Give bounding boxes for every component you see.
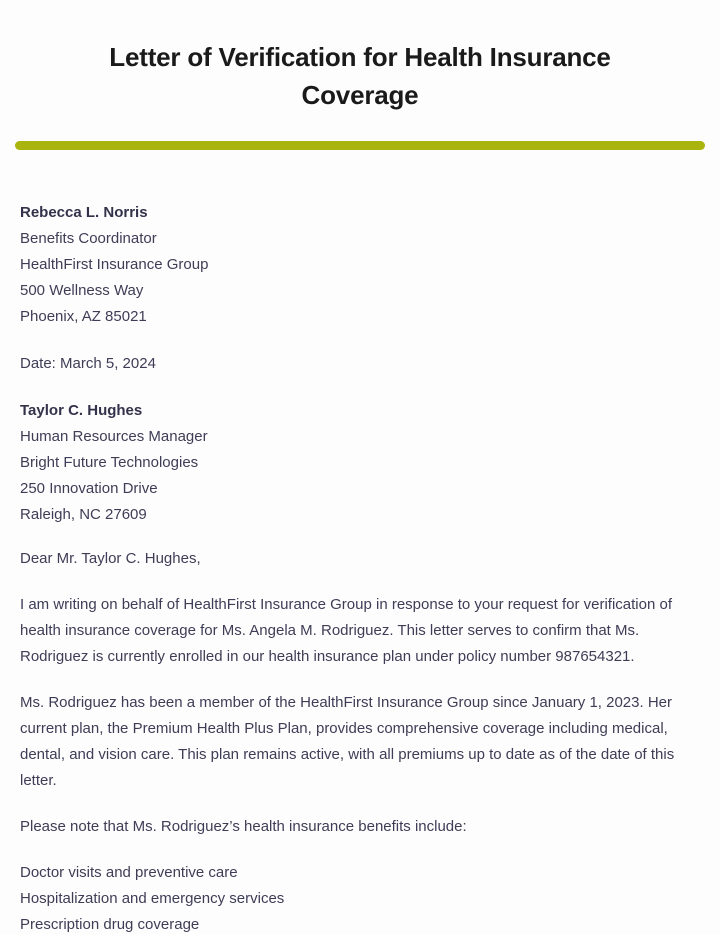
sender-address-line2: Phoenix, AZ 85021 (20, 308, 147, 325)
body-paragraph-1: I am writing on behalf of HealthFirst Insurance Group in response to your request for verification of health insurance coverage for Ms. Angela M. Rodriguez. This letter serves to confirm that Ms. Rodriguez is currently enrolled in our health insurance plan under policy number 987654321. (20, 596, 672, 665)
salutation: Dear Mr. Taylor C. Hughes, (20, 550, 201, 567)
recipient-company: Bright Future Technologies (20, 454, 199, 471)
sender-block (20, 200, 700, 330)
recipient-block (20, 398, 700, 528)
recipient-address-line2: Raleigh, NC 27609 (20, 506, 147, 523)
letter-body (0, 200, 720, 934)
page-title: Letter of Verification for Health Insurance Coverage (109, 42, 611, 110)
body-paragraph-3: Please note that Ms. Rodriguez’s health insurance benefits include: (20, 818, 467, 835)
sender-name: Rebecca L. Norris (20, 204, 148, 221)
sender-address-line1: 500 Wellness Way (20, 282, 144, 299)
sender-job-title: Benefits Coordinator (20, 230, 157, 247)
date-line: Date: March 5, 2024 (20, 355, 156, 372)
benefit-item: Doctor visits and preventive care (20, 864, 238, 881)
benefit-item: Hospitalization and emergency services (20, 890, 285, 907)
sender-company: HealthFirst Insurance Group (20, 256, 209, 273)
title-divider (15, 141, 705, 150)
body-paragraph-2: Ms. Rodriguez has been a member of the HealthFirst Insurance Group since January 1, 2023. Her current plan, the Premium Health Plus Plan, provides comprehensive coverage including medical, dental, and vision care. This plan remains active, with all premiums up to date as of the date of this letter. (20, 694, 675, 789)
recipient-job-title: Human Resources Manager (20, 428, 208, 445)
benefit-item: Prescription drug coverage (20, 916, 200, 933)
recipient-name: Taylor C. Hughes (20, 402, 143, 419)
recipient-address-line1: 250 Innovation Drive (20, 480, 158, 497)
benefits-list (20, 860, 700, 934)
